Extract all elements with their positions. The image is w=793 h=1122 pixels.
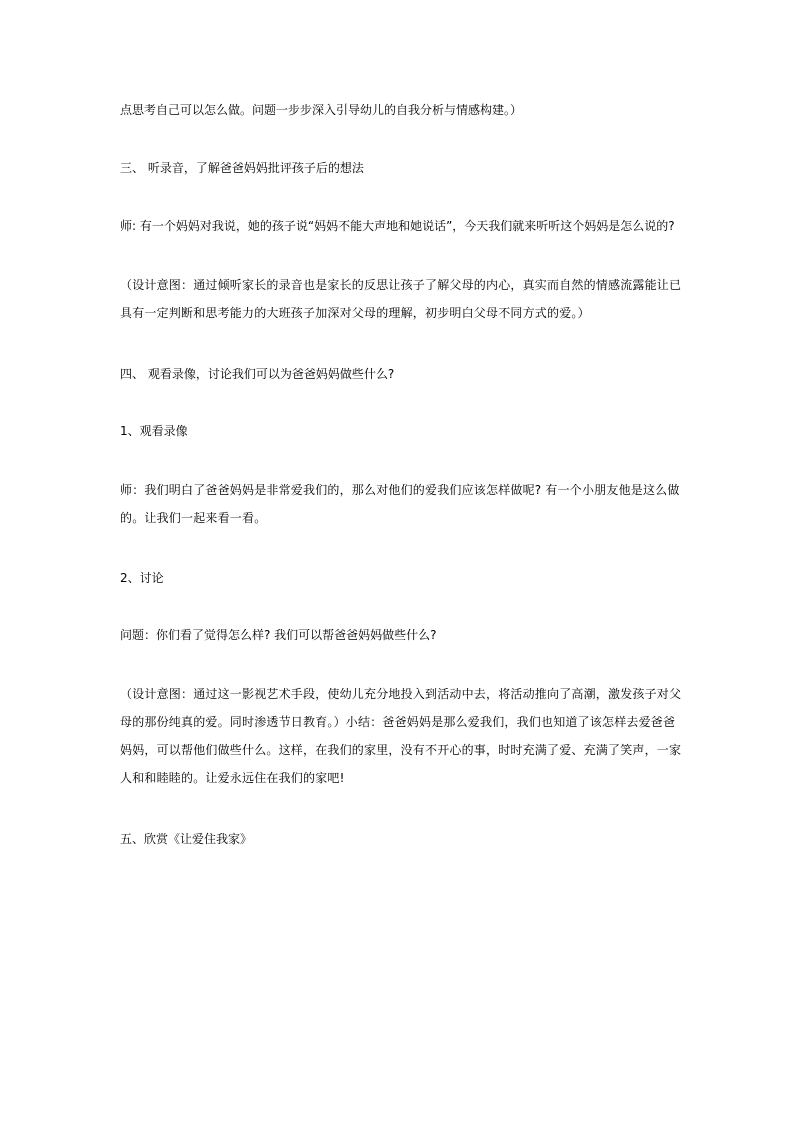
text-line: （设计意图：通过倾听家长的录音也是家长的反思让孩子了解父母的内心，真实而自然的情感流露能让已 xyxy=(120,278,682,292)
text-line: 师: 有一个妈妈对我说，她的孩子说“妈妈不能大声地和她说话”，今天我们就来听听这个妈妈是怎么说的? xyxy=(120,219,675,233)
paragraph-question xyxy=(120,625,437,645)
section-heading-5: 五、欣赏《让爱住我家》 xyxy=(120,832,253,846)
paragraph-teacher-video xyxy=(120,476,680,532)
subheading-discussion: 2、讨论 xyxy=(120,571,164,585)
text-line: 妈妈，可以帮他们做些什么。这样，在我们的家里，没有不开心的事，时时充满了爱、充满了笑声，一家 xyxy=(120,743,682,757)
text-line: 的。让我们一起来看一看。 xyxy=(120,511,267,525)
subheading-watch-video: 1、观看录像 xyxy=(120,424,188,438)
text-line: 母的那份纯真的爱。同时渗透节日教育。）小结：爸爸妈妈是那么爱我们，我们也知道了该怎样去爱爸爸 xyxy=(120,715,676,729)
section-heading-4: 四、 观看录像，讨论我们可以为爸爸妈妈做些什么? xyxy=(120,367,395,381)
text-line: 人和和睦睦的。让爱永远住在我们的家吧! xyxy=(120,771,345,785)
paragraph-teacher-recording xyxy=(120,216,675,236)
text-line: 具有一定判断和思考能力的大班孩子加深对父母的理解，初步明白父母不同方式的爱。） xyxy=(120,306,590,320)
section-heading-3: 三、 听录音，了解爸爸妈妈批评孩子后的想法 xyxy=(120,161,364,175)
text-line: 点思考自己可以怎么做。问题一步步深入引导幼儿的自我分析与情感构建。） xyxy=(120,103,523,117)
text-line: 师：我们明白了爸爸妈妈是非常爱我们的，那么对他们的爱我们应该怎样做呢? 有一个小朋友他是这么做 xyxy=(120,483,680,497)
text-line: 问题：你们看了觉得怎么样? 我们可以帮爸爸妈妈做些什么? xyxy=(120,628,437,642)
paragraph-design-intent-1 xyxy=(120,271,682,327)
paragraph-design-intent-2 xyxy=(120,680,682,792)
text-line: （设计意图：通过这一影视艺术手段，使幼儿充分地投入到活动中去，将活动推向了高潮，激发孩子对父 xyxy=(120,687,682,701)
paragraph-intro-continuation xyxy=(120,100,522,120)
